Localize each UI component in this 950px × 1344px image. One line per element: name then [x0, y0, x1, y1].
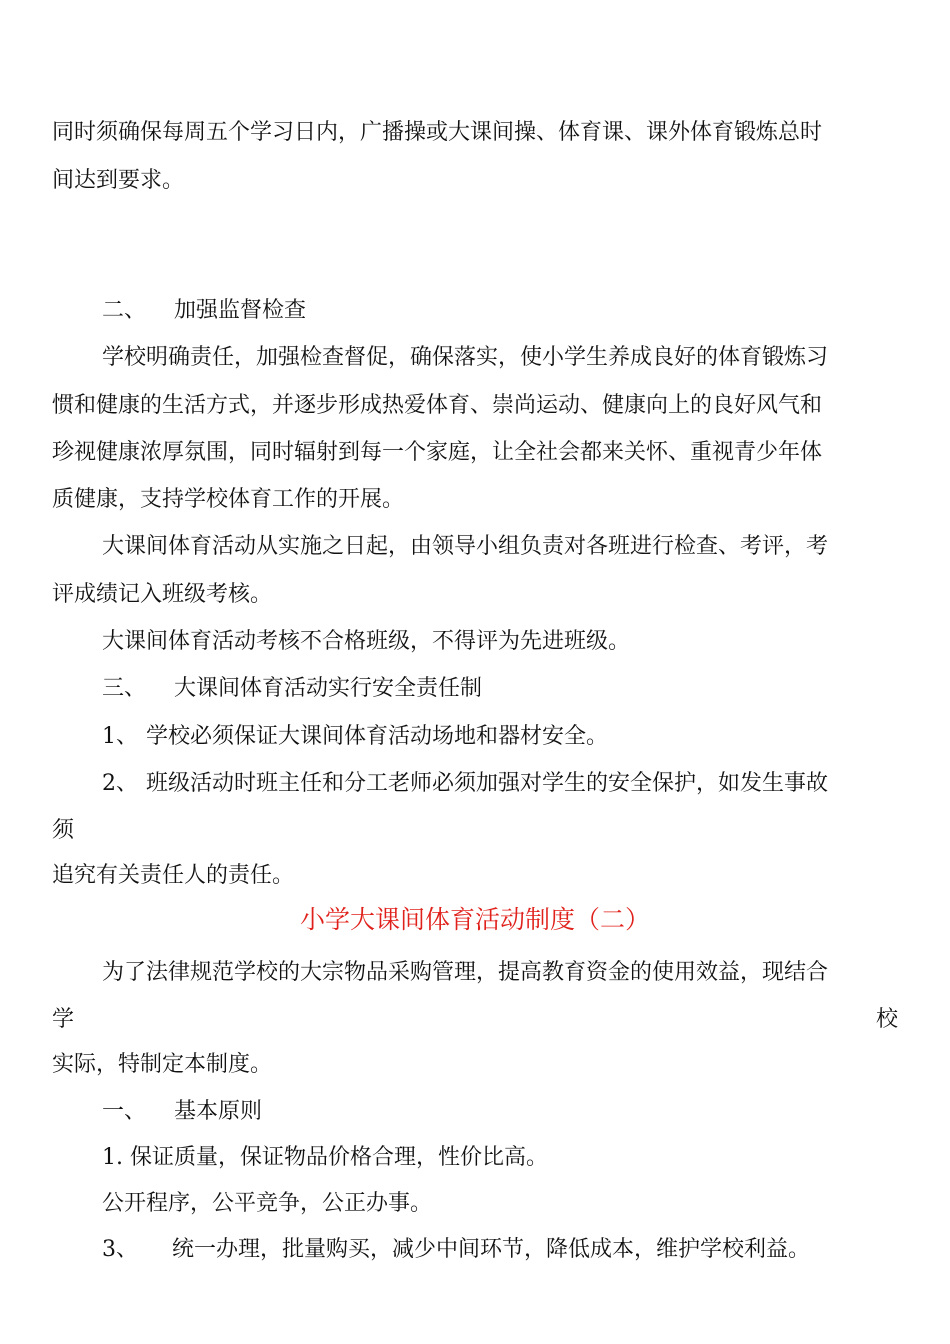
- doc2-section-1-number: 一、: [102, 1099, 147, 1124]
- intro-line-2: 间达到要求。: [52, 168, 185, 193]
- section-3-item-2-line-2: 须: [52, 818, 75, 843]
- section-3-item-2: [102, 770, 898, 798]
- section-3-number: 三、: [102, 676, 147, 701]
- section-3-item-2-line-3: 追究有关责任人的责任。: [52, 863, 295, 888]
- doc2-intro-line-2-left: 学: [52, 1007, 75, 1032]
- section-3-heading: [102, 675, 898, 703]
- section-3-item-2-text: 班级活动时班主任和分工老师必须加强对学生的安全保护，如发生事故: [146, 771, 829, 796]
- doc2-intro-line-3: 实际，特制定本制度。: [52, 1052, 273, 1077]
- section-2-heading: [102, 297, 898, 325]
- doc2-section-1-item-3-number: 3、: [102, 1237, 138, 1262]
- section-2-para2-line-1: 大课间体育活动从实施之日起，由领导小组负责对各班进行检查、考评，考: [102, 534, 829, 559]
- doc2-intro-line-1: 为了法律规范学校的大宗物品采购管理，提高教育资金的使用效益，现结合: [102, 960, 829, 985]
- section-2-para1-line-4: 质健康，支持学校体育工作的开展。: [52, 487, 405, 512]
- section-3-item-1: [102, 723, 898, 751]
- section-2-para3: 大课间体育活动考核不合格班级，不得评为先进班级。: [102, 629, 631, 654]
- doc2-intro-line-2: [52, 1006, 898, 1034]
- document-2-title: 小学大课间体育活动制度（二）: [299, 905, 650, 934]
- section-2-para1-line-3: 珍视健康浓厚氛围，同时辐射到每一个家庭，让全社会都来关怀、重视青少年体: [52, 440, 823, 465]
- doc2-section-1-item-3-text: 统一办理，批量购买，减少中间环节，降低成本，维护学校利益。: [172, 1237, 811, 1262]
- section-2-para1-line-1: 学校明确责任，加强检查督促，确保落实，使小学生养成良好的体育锻炼习: [102, 345, 829, 370]
- section-3-item-1-number: 1、: [102, 724, 138, 749]
- section-2-para2-line-2: 评成绩记入班级考核。: [52, 582, 273, 607]
- doc2-section-1-title: 基本原则: [174, 1099, 263, 1124]
- section-2-title: 加强监督检查: [174, 298, 307, 323]
- doc2-section-1-item-2: 公开程序，公平竞争，公正办事。: [102, 1191, 433, 1216]
- section-2-para1-line-2: 惯和健康的生活方式，并逐步形成热爱体育、崇尚运动、健康向上的良好风气和: [52, 393, 823, 418]
- doc2-intro-line-2-right: 校: [875, 1007, 898, 1032]
- section-3-item-1-text: 学校必须保证大课间体育活动场地和器材安全。: [146, 724, 609, 749]
- section-3-item-2-number: 2、: [102, 771, 138, 796]
- section-2-number: 二、: [102, 298, 147, 323]
- intro-line-1: 同时须确保每周五个学习日内，广播操或大课间操、体育课、课外体育锻炼总时: [52, 120, 823, 145]
- doc2-section-1-heading: [102, 1098, 898, 1126]
- doc2-section-1-item-3: [102, 1236, 898, 1264]
- doc2-section-1-item-1: 1. 保证质量，保证物品价格合理，性价比高。: [102, 1145, 548, 1170]
- section-3-title: 大课间体育活动实行安全责任制: [174, 676, 483, 701]
